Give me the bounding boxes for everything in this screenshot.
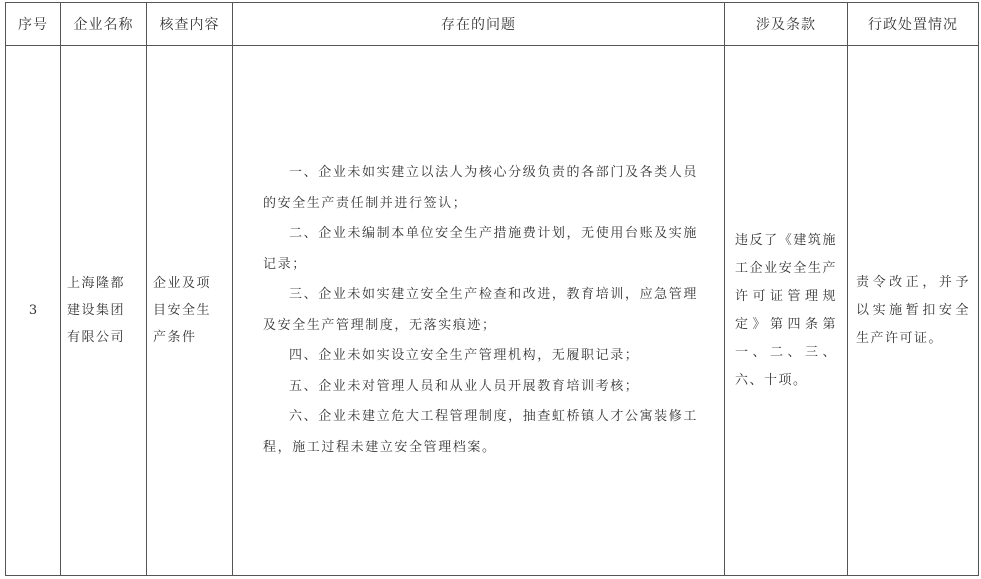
issue-item: 三、企业未如实建立安全生产检查和改进，教育培训，应急管理及安全生产管理制度，无落实痕迹； <box>263 287 698 333</box>
header-scope: 核查内容 <box>147 3 233 46</box>
issue-item: 二、企业未编制本单位安全生产措施费计划，无使用台账及实施记录； <box>263 226 698 272</box>
issue-item: 四、企业未如实设立安全生产管理机构，无履职记录； <box>289 348 640 363</box>
header-row <box>6 3 979 46</box>
header-issues: 存在的问题 <box>233 3 725 46</box>
issue-item: 一、企业未如实建立以法人为核心分级负责的各部门及各类人员的安全生产责任制并进行签认； <box>263 165 698 211</box>
issues-list <box>233 158 724 463</box>
inspection-table <box>5 2 979 576</box>
header-clauses: 涉及条款 <box>725 3 848 46</box>
cell-scope: 企业及项 目安全生 产条件 <box>147 46 233 576</box>
cell-no: 3 <box>6 46 61 576</box>
header-company: 企业名称 <box>61 3 147 46</box>
cell-action: 责令改正，并予以实施暂扣安全生产许可证。 <box>848 46 979 576</box>
header-action: 行政处置情况 <box>848 3 979 46</box>
issue-item: 五、企业未对管理人员和从业人员开展教育培训考核； <box>289 378 640 394</box>
cell-company: 上海隆都 建设集团 有限公司 <box>61 46 147 576</box>
header-no: 序号 <box>6 3 61 46</box>
table-row <box>6 46 979 576</box>
cell-clauses: 违反了《建筑施工企业安全生产许可证管理规定》第四条第一、二、三、六、十项。 <box>725 46 848 576</box>
cell-issues <box>233 46 725 576</box>
issue-item: 六、企业未建立危大工程管理制度，抽查虹桥镇人才公寓装修工程，施工过程未建立安全管理档案。 <box>263 409 698 455</box>
